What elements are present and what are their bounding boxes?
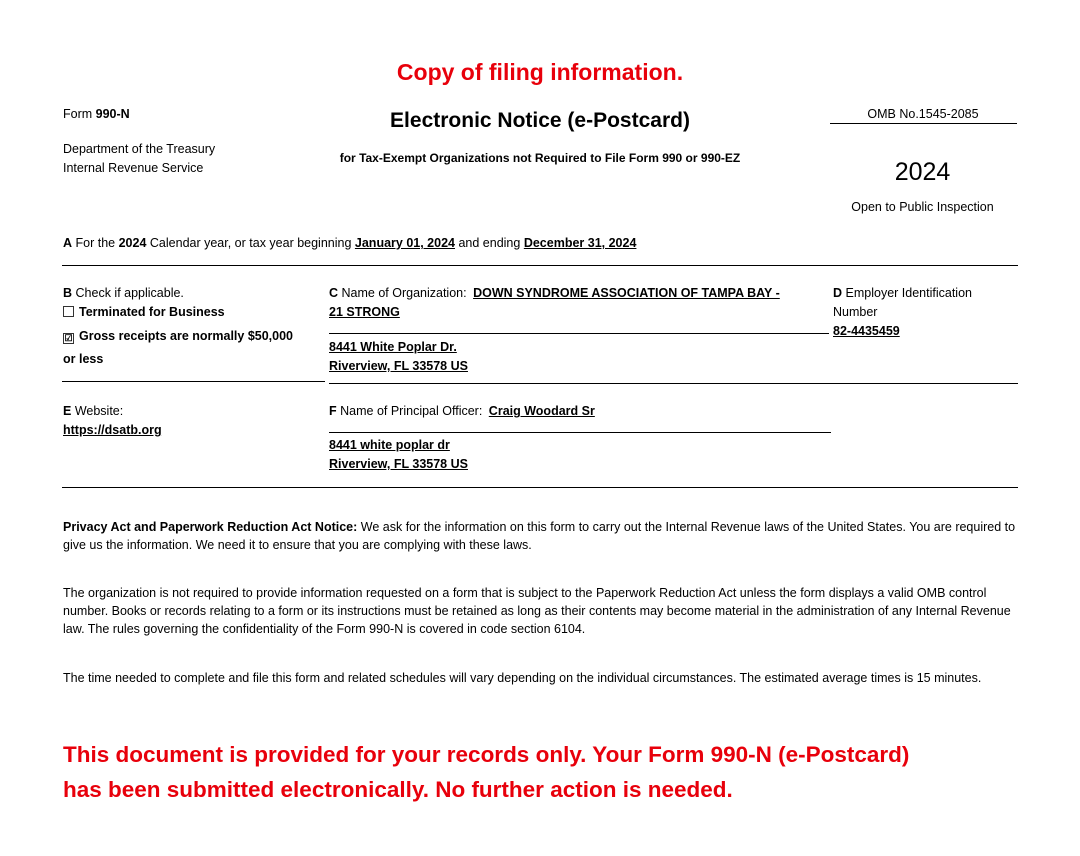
privacy-notice [63,518,1018,554]
officer-address-1: 8441 white poplar dr [329,438,450,452]
officer-address [329,436,468,474]
form-number [63,107,130,121]
terminated-label: Terminated for Business [79,305,225,319]
gross-receipts-label-2: or less [63,352,104,366]
form-number-value: 990-N [95,107,130,121]
section-e-label: Website: [74,404,124,418]
section-d [833,284,1018,341]
records-notice-line-2: has been submitted electronically. No further action is needed. [63,777,733,802]
divider-c [329,333,829,334]
omb-number: OMB No.1545-2085 [867,107,979,121]
form-subtitle: for Tax-Exempt Organizations not Required to File Form 990 or 990-EZ [339,151,741,165]
divider-cd [329,383,1018,384]
section-c-letter: C [329,286,339,300]
officer-address-2: Riverview, FL 33578 US [329,457,468,471]
section-a-text-1: For the [75,236,116,250]
section-e-header [63,402,162,421]
section-f-label: Name of Principal Officer: [340,404,483,418]
section-a-text-3: and ending [458,236,521,250]
org-address-1: 8441 White Poplar Dr. [329,340,457,354]
section-d-label-2: Number [833,305,878,319]
privacy-text: We ask for the information on this form to carry out the Internal Revenue laws of the United States. You are required to give us the information. We need it to ensure that you are complying with these laws. [63,520,1016,552]
org-name-line-2: 21 STRONG [329,305,400,319]
divider-main [62,487,1018,488]
records-notice-line-1: This document is provided for your records only. Your Form 990-N (e-Postcard) [63,742,910,767]
records-notice [63,737,909,807]
divider-f [329,432,831,433]
form-label: Form [63,107,93,121]
section-a-text-2: Calendar year, or tax year beginning [149,236,352,250]
section-c-header [329,284,834,303]
section-b-letter: B [63,286,73,300]
section-d-label-1: Employer Identification [845,286,972,300]
dept-line-2: Internal Revenue Service [63,161,204,175]
section-c [329,284,834,322]
section-b-header [63,284,323,303]
section-d-letter: D [833,286,843,300]
gross-receipts-label-1: Gross receipts are normally $50,000 [79,329,294,343]
ein-value: 82-4435459 [833,324,900,338]
section-b-label: Check if applicable. [75,286,184,300]
begin-date: January 01, 2024 [354,236,455,250]
department [63,140,215,178]
section-f [329,402,595,421]
section-e-letter: E [63,404,72,418]
org-address [329,338,468,376]
section-e [63,402,162,440]
tax-year: 2024 [894,158,951,186]
gross-receipts-checkbox[interactable]: ☑ [64,333,73,343]
terminated-checkbox[interactable] [63,306,74,317]
omb-underline [830,123,1017,124]
divider-a [62,265,1018,266]
omb-notice: The organization is not required to provide information requested on a form that is subject to the Paperwork Reduction Act unless the form displays a valid OMB control number. Books or records relating to a form or its instructions must be retained as long as their contents may become material in the administration of any Internal Revenue law. The rules governing the confidentiality of the Form 990-N is covered in code section 6104. [63,586,1011,636]
form-title: Electronic Notice (e-Postcard) [390,109,690,132]
officer-name: Craig Woodard Sr [488,404,595,418]
copy-banner: Copy of filing information. [396,59,684,85]
section-c-label: Name of Organization: [341,286,467,300]
divider-b [62,381,325,382]
privacy-heading: Privacy Act and Paperwork Reduction Act Notice: [63,520,358,534]
section-a-letter: A [63,236,73,250]
option-gross-receipts [63,327,323,346]
section-a [63,236,636,250]
time-notice: The time needed to complete and file this form and related schedules will vary depending on the individual circumstances. The estimated average times is 15 minutes. [63,671,982,685]
section-f-letter: F [329,404,337,418]
org-name-line-1: DOWN SYNDROME ASSOCIATION OF TAMPA BAY - [473,286,780,300]
option-terminated [63,303,323,322]
dept-line-1: Department of the Treasury [63,142,216,156]
website-link[interactable]: https://dsatb.org [63,423,162,437]
org-address-2: Riverview, FL 33578 US [329,359,468,373]
section-b [63,284,323,369]
section-a-year: 2024 [118,236,147,250]
open-to-inspection: Open to Public Inspection [851,200,994,214]
end-date: December 31, 2024 [523,236,637,250]
section-d-header [833,284,1018,303]
